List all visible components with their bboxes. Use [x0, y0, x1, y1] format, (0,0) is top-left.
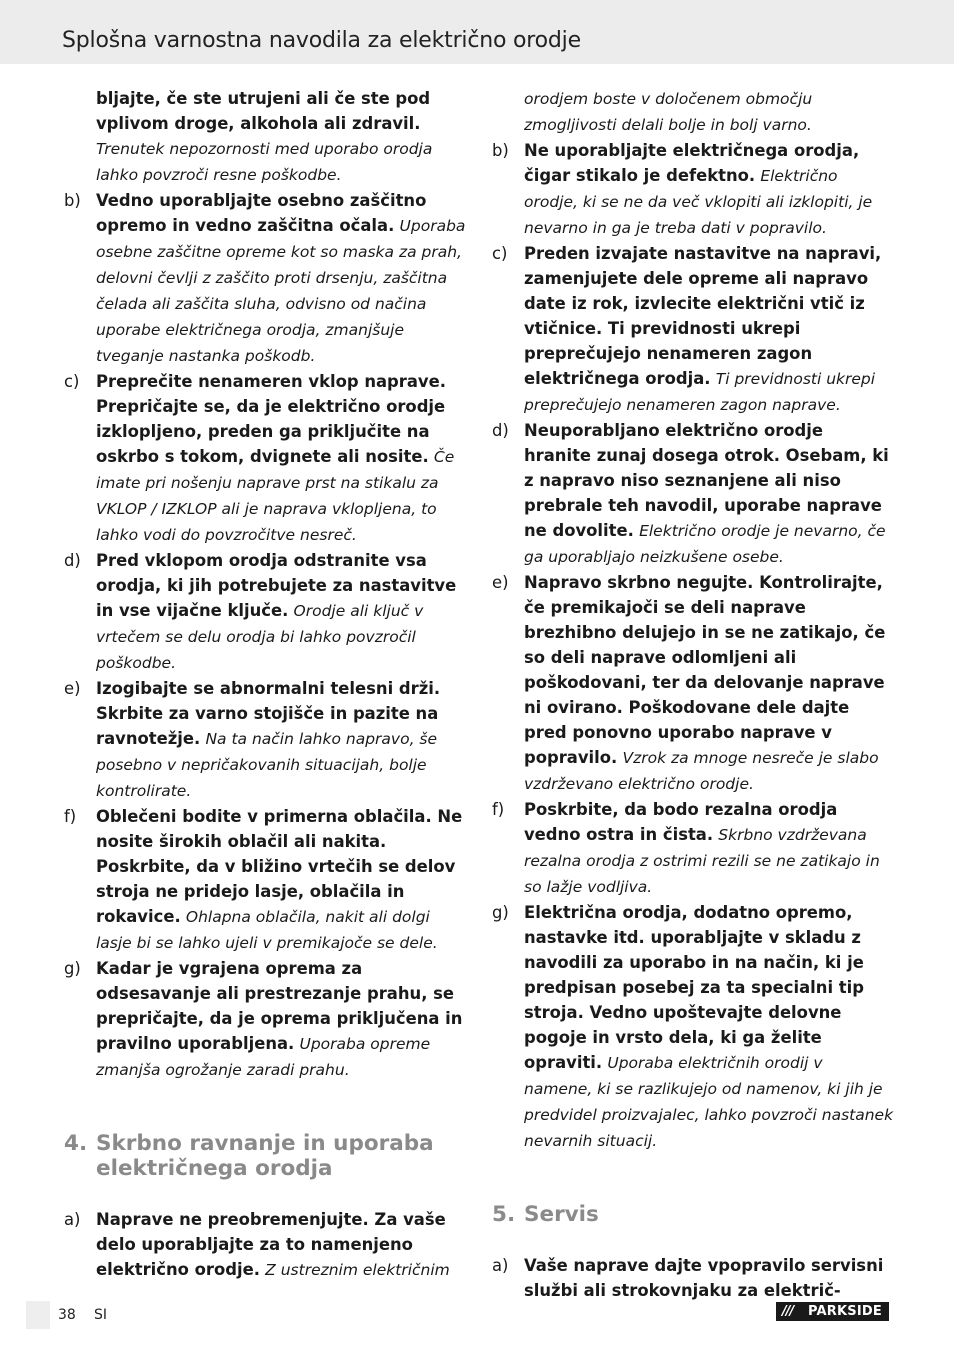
item-italic: Ohlapna oblačila, nakit ali dolgi lasje bi se lahko ujeli v premikajoče se dele. — [96, 908, 438, 952]
intro-bold: bljajte, če ste utrujeni ali če ste pod vplivom droge, alkohola ali zdravil. — [96, 89, 431, 133]
item-bold: Naprave ne preobremenjujte. Za vaše delo uporabljajte za to namenjeno električno orodje. — [96, 1210, 446, 1279]
list-item — [490, 138, 894, 241]
item-bold: Ne uporabljajte električnega orodja, čigar stikalo je defektno. — [524, 141, 860, 185]
intro-paragraph — [490, 86, 894, 138]
item-italic: Na ta način lahko napravo, še posebno v nepričakovanih situacijah, bolje kontrolirate. — [96, 730, 438, 800]
list-item — [490, 900, 894, 1154]
item-bold: Preden izvajate nastavitve na napravi, zamenjujete dele opreme ali napravo date iz rok, izvlecite električni vtič iz vtičnice. Ti previdnosti ukrepi preprečujejo nenameren zagon električnega orodja. — [524, 244, 882, 388]
section-title: Skrbno ravnanje in uporaba električnega orodja — [96, 1131, 434, 1181]
item-bold: Izogibajte se abnormalni telesni drži. Skrbite za varno stojišče in pazite na ravnotežje. — [96, 679, 441, 748]
logo-slashes-icon: /// — [782, 1304, 794, 1319]
item-italic: Uporaba električnih orodij v namene, ki se razlikujejo od namenov, ki jih je predvidel proizvajalec, lahko povzroči nastanek nevarnih situacij. — [524, 1054, 894, 1150]
parkside-logo — [776, 1302, 889, 1321]
item-bold: Oblečeni bodite v primerna oblačila. Ne nosite širokih oblačil ali nakita. Poskrbite, da v bližino vrtečih se delov stroja ne pridejo lasje, oblačila in rokavice. — [96, 807, 463, 926]
list-item — [490, 797, 894, 900]
item-italic: Uporaba opreme zmanjša ogrožanje zaradi prahu. — [96, 1035, 431, 1079]
left-column — [62, 86, 466, 1283]
section-title: Servis — [524, 1202, 599, 1227]
list-marker: c) — [64, 372, 80, 391]
item-italic: Ti previdnosti ukrepi preprečujejo nenameren zagon naprave. — [524, 370, 876, 414]
list-marker: g) — [64, 959, 81, 978]
list-marker: e) — [64, 679, 81, 698]
logo-text: PARKSIDE — [808, 1304, 882, 1319]
item-bold: Vedno uporabljajte osebno zaščitno opremo in vedno zaščitna očala. — [96, 191, 427, 235]
list-marker: b) — [492, 141, 509, 160]
list-item — [62, 548, 466, 676]
section-number: 4. — [64, 1131, 88, 1156]
item-bold: Napravo skrbno negujte. Kontrolirajte, če premikajoči se deli naprave brezhibno delujejo in se ne zatikajo, če so deli naprave odlomljeni ali poškodovani, ter da delovanje naprave ni ovirano. Poškodovane dele dajte pred ponovno uporabo naprave v popravilo. — [524, 573, 886, 767]
page-number: 38 — [58, 1307, 76, 1323]
list-item — [490, 1253, 894, 1303]
item-italic: Vzrok za mnoge nesreče je slabo vzdrževano električno orodje. — [524, 749, 879, 793]
list-item — [62, 676, 466, 804]
item-italic: Skrbno vzdrževana rezalna orodja z ostrimi rezili se ne zatikajo in so lažje vodljiva. — [524, 826, 880, 896]
item-bold: Preprečite nenameren vklop naprave. Prepričajte se, da je električno orodje izklopljeno, preden ga priključite na oskrbo s tokom, dvignete ali nosite. — [96, 372, 446, 466]
page-title: Splošna varnostna navodila za električno orodje — [62, 28, 581, 53]
right-column — [490, 86, 894, 1303]
item-italic: Uporaba osebne zaščitne opreme kot so maska za prah, delovni čevlji z zaščito proti drsenju, zaščitna čelada ali zaščita sluha, odvisno od načina uporabe električnega orodja, zmanjšuje tveganje nastanka poškodb. — [96, 217, 466, 365]
intro-italic: Trenutek nepozornosti med uporabo orodja lahko povzroči resne poškodbe. — [96, 140, 433, 184]
intro-paragraph — [62, 86, 466, 188]
list-marker: d) — [492, 421, 509, 440]
item-bold: Poskrbite, da bodo rezalna orodja vedno ostra in čista. — [524, 800, 838, 844]
section-heading-4 — [62, 1131, 466, 1181]
list-marker: f) — [492, 800, 505, 819]
item-italic: Orodje ali ključ v vrtečem se delu orodja bi lahko povzročil poškodbe. — [96, 602, 424, 672]
item-bold: Električna orodja, dodatno opremo, nastavke itd. uporabljajte v skladu z navodili za uporabo in na način, ki je predpisan posebej za ta specialni tip stroja. Vedno upoštevajte delovne pogoje in vrsto dela, ki ga želite opraviti. — [524, 903, 864, 1072]
page-header — [0, 0, 954, 64]
item-bold: Vaše naprave dajte vpopravilo servisni službi ali strokovnjaku za električ- — [524, 1256, 884, 1300]
list-item — [62, 188, 466, 369]
list-marker: b) — [64, 191, 81, 210]
list-item — [62, 369, 466, 548]
item-italic: Električno orodje, ki se ne da več vklopiti ali izklopiti, je nevarno in ga je treba dati v popravilo. — [524, 167, 873, 237]
language-code: SI — [94, 1307, 108, 1323]
list-item — [62, 956, 466, 1083]
item-italic: Če imate pri nošenju naprave prst na stikalu za VKLOP / IZKLOP ali je naprava vklopljena, to lahko vodi do povzročitve nesreč. — [96, 448, 455, 544]
item-bold: Pred vklopom orodja odstranite vsa orodja, ki jih potrebujete za nastavitve in vse vijačne ključe. — [96, 551, 457, 620]
list-item — [490, 418, 894, 570]
item-bold: Kadar je vgrajena oprema za odsesavanje ali prestrezanje prahu, se prepričajte, da je oprema priključena in pravilno uporabljena. — [96, 959, 463, 1053]
list-item — [490, 570, 894, 797]
list-item — [490, 241, 894, 418]
list-marker: c) — [492, 244, 508, 263]
footer-tab — [26, 1301, 50, 1329]
list-marker: d) — [64, 551, 81, 570]
item-italic: Električno orodje je nevarno, če ga uporabljajo neizkušene osebe. — [524, 522, 886, 566]
list-item — [62, 804, 466, 956]
list-marker: a) — [492, 1256, 509, 1275]
intro-italic: orodjem boste v določenem območju zmogljivosti delali bolje in bolj varno. — [524, 90, 813, 134]
list-marker: a) — [64, 1210, 81, 1229]
list-marker: g) — [492, 903, 509, 922]
list-marker: f) — [64, 807, 77, 826]
list-item — [62, 1207, 466, 1283]
section-heading-5 — [490, 1202, 894, 1227]
section-number: 5. — [492, 1202, 516, 1227]
list-marker: e) — [492, 573, 509, 592]
item-italic: Z ustreznim električnim — [265, 1261, 450, 1279]
item-bold: Neuporabljano električno orodje hranite zunaj dosega otrok. Osebam, ki z napravo niso seznanjene ali niso prebrale teh navodil, uporabe naprave ne dovolite. — [524, 421, 889, 540]
